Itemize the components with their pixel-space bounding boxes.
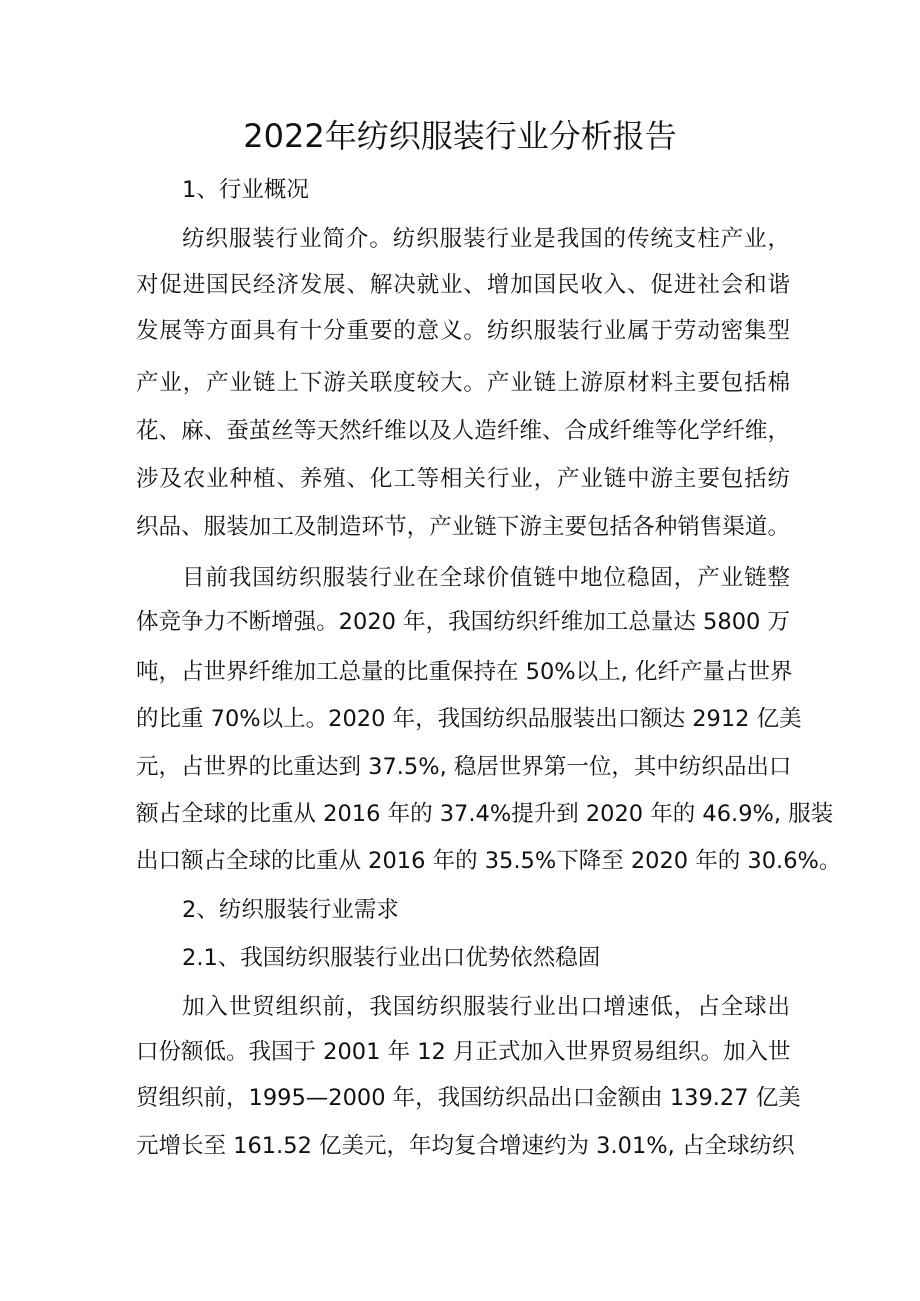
paragraph-line: 加入世贸组织前，我国纺织服装行业出口增速低，占全球出: [182, 994, 790, 1020]
section-heading-1: 1、行业概况: [182, 177, 309, 203]
subsection-heading-2-1: 2.1、我国纺织服装行业出口优势依然稳固: [182, 945, 601, 971]
paragraph-line: 体竞争力不断增强。2020 年，我国纺织纤维加工总量达 5800 万: [136, 609, 790, 635]
paragraph-line: 吨，占世界纤维加工总量的比重保持在 50%以上, 化纤产量占世界: [136, 659, 793, 685]
paragraph-line: 产业，产业链上下游关联度较大。产业链上游原材料主要包括棉: [136, 370, 790, 396]
paragraph-line: 目前我国纺织服装行业在全球价值链中地位稳固，产业链整: [182, 565, 790, 591]
paragraph-line: 对促进国民经济发展、解决就业、增加国民收入、促进社会和谐: [136, 272, 790, 298]
paragraph-line: 纺织服装行业简介。纺织服装行业是我国的传统支柱产业，: [182, 226, 790, 252]
paragraph-line: 出口额占全球的比重从 2016 年的 35.5%下降至 2020 年的 30.6%。: [136, 848, 842, 874]
paragraph-line: 元，占世界的比重达到 37.5%, 稳居世界第一位，其中纺织品出口: [136, 754, 792, 780]
paragraph-line: 发展等方面具有十分重要的意义。纺织服装行业属于劳动密集型: [136, 318, 790, 344]
paragraph-line: 的比重 70%以上。2020 年，我国纺织品服装出口额达 2912 亿美: [136, 706, 802, 732]
paragraph-line: 元增长至 161.52 亿美元，年均复合增速约为 3.01%, 占全球纺织: [136, 1133, 795, 1159]
paragraph-line: 织品、服装加工及制造环节，产业链下游主要包括各种销售渠道。: [136, 514, 790, 540]
paragraph-line: 花、麻、蚕茧丝等天然纤维以及人造纤维、合成纤维等化学纤维，: [136, 418, 790, 444]
paragraph-line: 涉及农业种植、养殖、化工等相关行业，产业链中游主要包括纺: [136, 466, 790, 492]
paragraph-line: 贸组织前，1995—2000 年，我国纺织品出口金额由 139.27 亿美: [136, 1085, 801, 1111]
section-heading-2: 2、纺织服装行业需求: [182, 897, 399, 923]
paragraph-line: 口份额低。我国于 2001 年 12 月正式加入世界贸易组织。加入世: [136, 1039, 791, 1065]
document-title: 2022年纺织服装行业分析报告: [243, 117, 677, 155]
paragraph-line: 额占全球的比重从 2016 年的 37.4%提升到 2020 年的 46.9%, 服装: [136, 801, 834, 827]
